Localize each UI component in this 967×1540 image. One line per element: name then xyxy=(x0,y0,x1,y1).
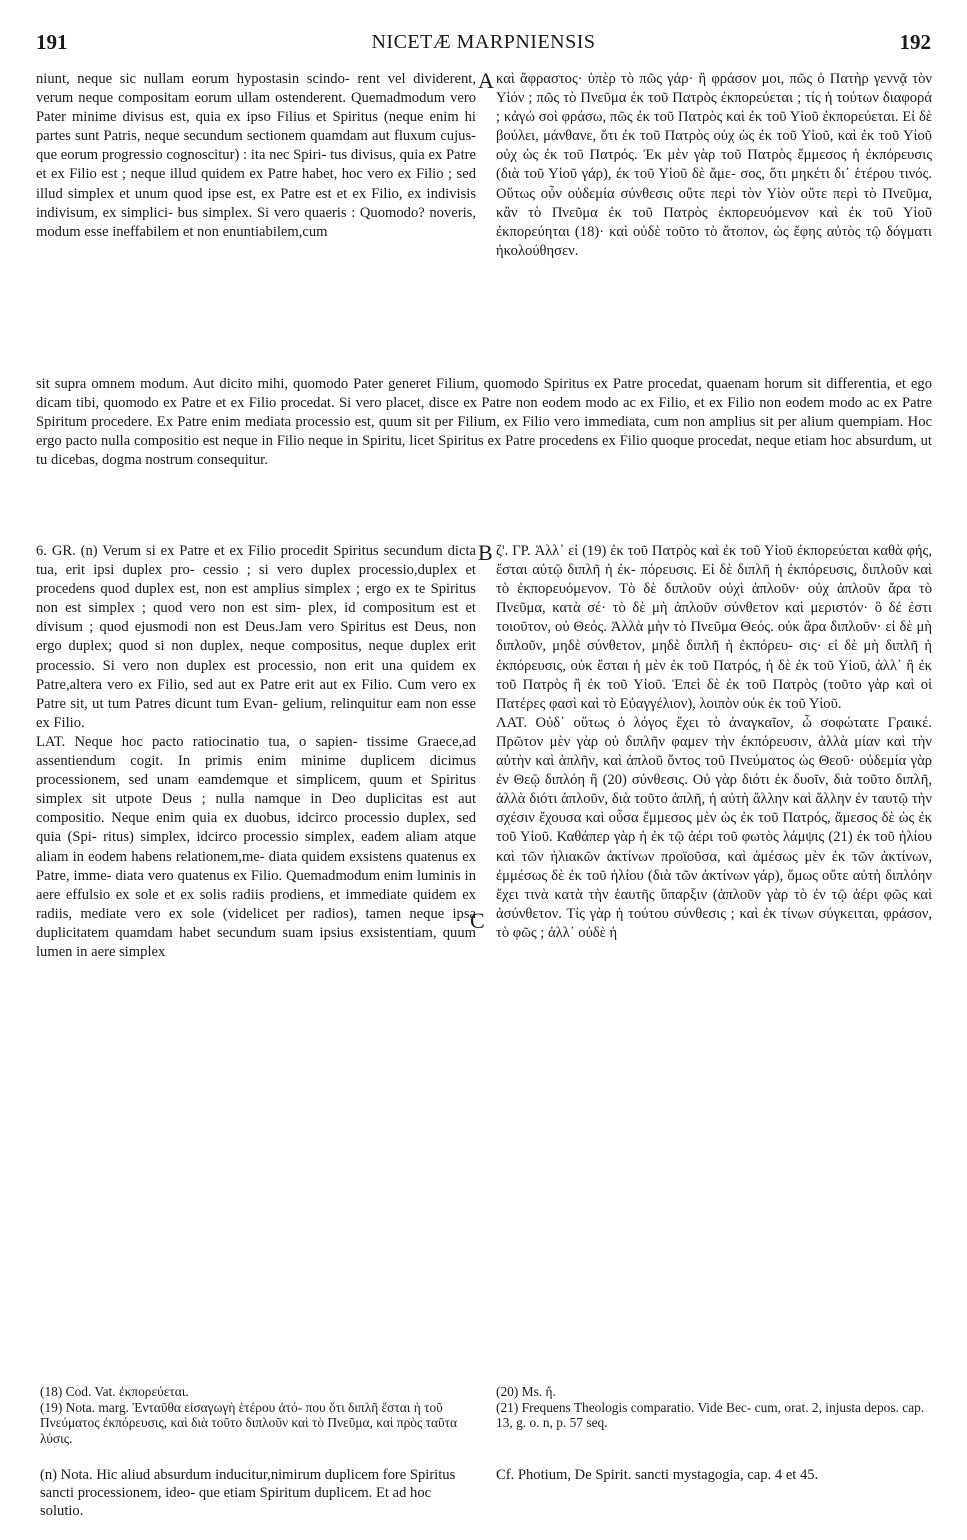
footnote: (19) Nota. marg. Ἐνταῦθα εἰσαγωγὴ ἑτέρου ἀτό- που ὅτι διπλῆ ἔσται ἡ τοῦ Πνεύματος ἐκπόρευσις, καὶ διὰ τοῦτο διπλοῦν καὶ τὸ Πνεῦμα, καὶ πρὸς ταῦτα λύσις. xyxy=(40,1399,458,1446)
bottom-note-right xyxy=(496,1466,932,1484)
page-header xyxy=(36,30,931,60)
section-marker-c: C xyxy=(470,908,485,933)
footnote: (20) Ms. ἤ. xyxy=(496,1384,556,1399)
page-number-right: 192 xyxy=(899,30,931,54)
section-marker-a: A xyxy=(478,68,494,93)
latin-paragraph: 6. GR. (n) Verum si ex Patre et ex Filio procedit Spiritus secundum dicta tua, erit ipsi duplex pro- cessio ; si vero duplex processio,duplex et procedens quod duplex est, non est amplius simplex ; ergo ex te Spiritus non est simplex ; quod vero non est sim- plex, id compositum est et divisum ; quod ejusmodi non est Deus.Jam vero Spiritus est Deus, non ergo duplex; quod si non duplex, neque compositus, neque duplex erit processio. Si vero non duplex est processio, non erit una quidem ex Patre,altera vero ex Filio, sed aut ex Patre erit aut ex Filio. Cum vero ex Patre sit, ut tum Patres dicunt tum Evan- gelium, relinquitur eam non esse ex Filio. xyxy=(36,543,476,731)
running-title: NICETÆ MARPNIENSIS xyxy=(371,31,596,53)
greek-paragraph: ΛΑΤ. Οὐδ᾽ οὕτως ὁ λόγος ἔχει τὸ ἀναγκαῖον, ὦ σοφώτατε Γραικέ. Πρῶτον μὲν γὰρ οὐ διπλῆν φαμεν τὴν ἐκπόρευσιν, ἀλλὰ μίαν καὶ τὴν αὐτὴν καὶ ἁπλῆν, καὶ ἁπλοῦ ὄντος τοῦ Πνεύματος ὡς Θεοῦ· οὐδεμία γὰρ ἐν Θεῷ διπλόη ἢ (20) σύνθεσις. Οὐ γὰρ διότι ἐκ δυοῖν, διὰ τοῦτο διπλῆ, ἀλλὰ διότι ἁπλοῦν, διὰ τοῦτο ἁπλῆ, ἡ αὐτὴ ἄλλην καὶ ἄλλην ἐν ταυτῷ τὴν σχέσιν ἔχουσα καὶ οὖσα ἔμμεσος μὲν ὡς ἐκ τοῦ Πατρός, ἄμεσος δὲ ὡς ἐκ τοῦ Υἱοῦ. Καθάπερ γὰρ ἡ ἐκ τῷ ἀέρι τοῦ φωτὸς λάμψις (21) ἐκ τοῦ ἡλίου καὶ τῶν ἡλιακῶν ἀκτίνων προϊοῦσα, καὶ ἀμέσως μὲν ἐκ τῶν ἀκτίνων, ἐμμέσως δὲ ἐκ τοῦ ἡλίου (διὰ τῶν ἀκτίνων γάρ), ὅμως οὔτε αὐτὴ διπλόην ἔχει τινὰ κατὰ τὴν ἑαυτῆς ὕπαρξιν (ἁπλοῦν γὰρ τὸ ἐν τῷ ἀέρι φῶς καὶ ἀσύνθετον. Τίς γὰρ ἡ τούτου σύνθεσις ; καὶ ἐκ τίνων σύγκειται, φράσον, τὸ φῶς ; ἀλλ᾽ οὐδὲ ἡ xyxy=(496,714,932,941)
section-marker-b: B xyxy=(478,540,493,565)
bottom-note-left xyxy=(40,1466,476,1520)
footnote: (21) Frequens Theologis comparatio. Vide Bec- cum, orat. 2, injusta depos. cap. 13, g. o. n, p. 57 seq. xyxy=(496,1399,925,1431)
latin-paragraph: niunt, neque sic nullam eorum hypostasin scindo- rent vel dividerent, verum neque compositam eorum ullam ostenderent. Quemadmodum vero Pater minime divisus est, quia ex ipso Filius et Spiritus (neque enim hi partes sunt Patris, neque secundum sectionem quamdam aut fluxum cujus- que eorum progressio cognoscitur) : ita nec Spiri- tus divisus, quia ex Patre et ex Filio est ; neque illud quidem ex Patre habet, hoc vero ex Filio ; sed illud simplex et unum quod ipse est, ex Patre est et ex Filio, ex indivisis indivisum, ex simplici- bus simplex. Si vero quaeris : Quomodo? noveris, modum esse ineffabilem et non enuntiabilem,cum xyxy=(36,71,476,240)
page-number-left: 191 xyxy=(36,30,68,54)
greek-paragraph: ζ'. ΓΡ. Ἀλλ᾽ εἰ (19) ἐκ τοῦ Πατρὸς καὶ ἐκ τοῦ Υἱοῦ ἐκπορεύεται καθὰ φής, ἔσται αὐτῷ διπλῆ ἡ ἐκ- πόρευσις. Εἰ δὲ διπλῆ ἡ ἐκπόρευσις, διπλοῦν καὶ τὸ ἐκπορευόμενον. Τὸ δὲ διπλοῦν οὐχὶ ἁπλοῦν· οὐχ ἁπλοῦν ἄρα τὸ Πνεῦμα, κατὰ σέ· τὸ δὲ μὴ ἁπλοῦν σύνθετον καὶ μεριστόν· ὃ δέ ἐστι τοιοῦτον, οὐ Θεός. Ἀλλὰ μὴν τὸ Πνεῦμα Θεός. οὐκ ἄρα διπλοῦν· εἰ δὲ μὴ διπλοῦν, μηδὲ σύνθετον, μηδὲ διπλῆ ἡ ἐκπόρευ- σις· εἰ δὲ μὴ διπλῆ ἡ ἐκπόρευσις, οὐκ ἔσται ἡ μὲν ἐκ τοῦ Πατρός, ἡ δὲ ἐκ τοῦ Υἱοῦ, ἀλλ᾽ ἢ ἐκ τοῦ Πατρὸς ἢ ἐκ τοῦ Υἱοῦ. Ἐπεὶ δὲ ἐκ τοῦ Πατρὸς (τοῦτο γὰρ καὶ οἱ Πατέρες φασὶ καὶ τὸ Εὐαγγέλιον), λοιπὸν οὐκ ἐκ τοῦ Υἱοῦ. xyxy=(496,543,932,712)
footnote: (18) Cod. Vat. ἐκπορεύεται. xyxy=(40,1384,189,1399)
bottom-note: Cf. Photium, De Spirit. sancti mystagogia, cap. 4 et 45. xyxy=(496,1467,819,1483)
greek-column-main xyxy=(496,542,932,943)
greek-paragraph: καὶ ἄφραστος· ὑπὲρ τὸ πῶς γάρ· ἢ φράσον μοι, πῶς ὁ Πατὴρ γεννᾷ τὸν Υἱόν ; πῶς τὸ Πνεῦμα ἐκ τοῦ Πατρὸς ἐκπορεύεται ; τίς ἡ τούτων διαφορά ; κἀγώ σοὶ φράσω, πῶς ἐκ τοῦ Πατρὸς καὶ ἐκ τοῦ Υἱοῦ ἐκπορεύεται. Εἰ δὲ βούλει, μάνθανε, ὅτι ἐκ τοῦ Πατρὸς οὐχ ὡς ἐκ τοῦ Υἱοῦ, καὶ ἐκ τοῦ Υἱοῦ οὐχ ὡς ἐκ τοῦ Πατρός. Ἐκ μὲν γὰρ τοῦ Πατρὸς ἔμμεσος ἡ ἐκπόρευσις (διὰ τοῦ Υἱοῦ γάρ), ἐκ τοῦ Υἱοῦ δὲ ἄμε- σος, ὅτι μηκέτι δι᾽ ἑτέρου τινός. Οὕτως οὖν οὐδεμία σύνθεσις οὔτε περὶ τὸν Υἱὸν οὔτε περὶ τὸ Πνεῦμα, κἂν τὸ Πνεῦμα ἐκ τοῦ Πατρὸς ἐκπορευόμενον καὶ ἐκ τοῦ Υἱοῦ ἐκπορεύηται (18)· καὶ οὐδὲ τοῦτο τὸ ἄτοπον, ὡς ἔφης αὐτὸς τῷ δόγματι ἠκολούθησεν. xyxy=(496,71,932,259)
latin-paragraph: sit supra omnem modum. Aut dicito mihi, quomodo Pater generet Filium, quomodo Spiritus ex Patre procedat, quaenam horum sit differentia, et ego dicam tibi, quomodo ex Patre et ex Filio procedat. Si vero placet, disce ex Patre non eodem modo ac ex Filio, et ex Filio non eodem modo ac ex Patre Spiritum procedere. Ex Patre enim mediata processio est, quum sit per Filium, ex Filio vero immediata, cum non amplius sit per alium quempiam. Hoc ergo pacto nulla compositio est neque in Filio neque in Spiritu, licet Spiritus ex Patre procedens ex Filio quoque procedat, neque etiam hoc absurdum, ut tu dicebas, dogma nostrum consequitur. xyxy=(36,376,932,469)
latin-column-top xyxy=(36,70,476,242)
full-width-paragraph xyxy=(36,375,932,470)
bottom-note: (n) Nota. Hic aliud absurdum inducitur,nimirum duplicem fore Spiritus sancti processionem, ideo- que etiam Spiritum duplicem. Et ad hoc solutio. xyxy=(40,1467,456,1519)
footnotes-left xyxy=(40,1384,476,1446)
footnotes-right xyxy=(496,1384,932,1431)
latin-column-main xyxy=(36,542,476,962)
latin-paragraph: LAT. Neque hoc pacto ratiocinatio tua, o sapien- tissime Graece,ad assentiendum cogit. In primis enim minime duplicem dicimus processionem, sed unam eamdemque et simplicem, quum et Spiritus simplex sit utpote Deus ; nulla namque in Deo duplicitas est aut compositio. Neque enim quia ex duobus, idcirco processio duplex, sed quia (Spi- ritus) simplex, idcirco processio simplex, eadem aliam atque aliam in eodem habens relationem,me- diata quidem exsistens quatenus ex Patre, imme- diata vero quatenus ex Filio. Quemadmodum enim luminis in aere effulsio ex sole et ex solis radiis prodiens, et immediate quidem ex radiis, mediate vero ex sole (videlicet per radios), tamen neque ipsa duplicitatem quamdam habet secundum suam ipsius exsistentiam, quum lumen in aere simplex xyxy=(36,733,476,960)
greek-column-top xyxy=(496,70,932,261)
